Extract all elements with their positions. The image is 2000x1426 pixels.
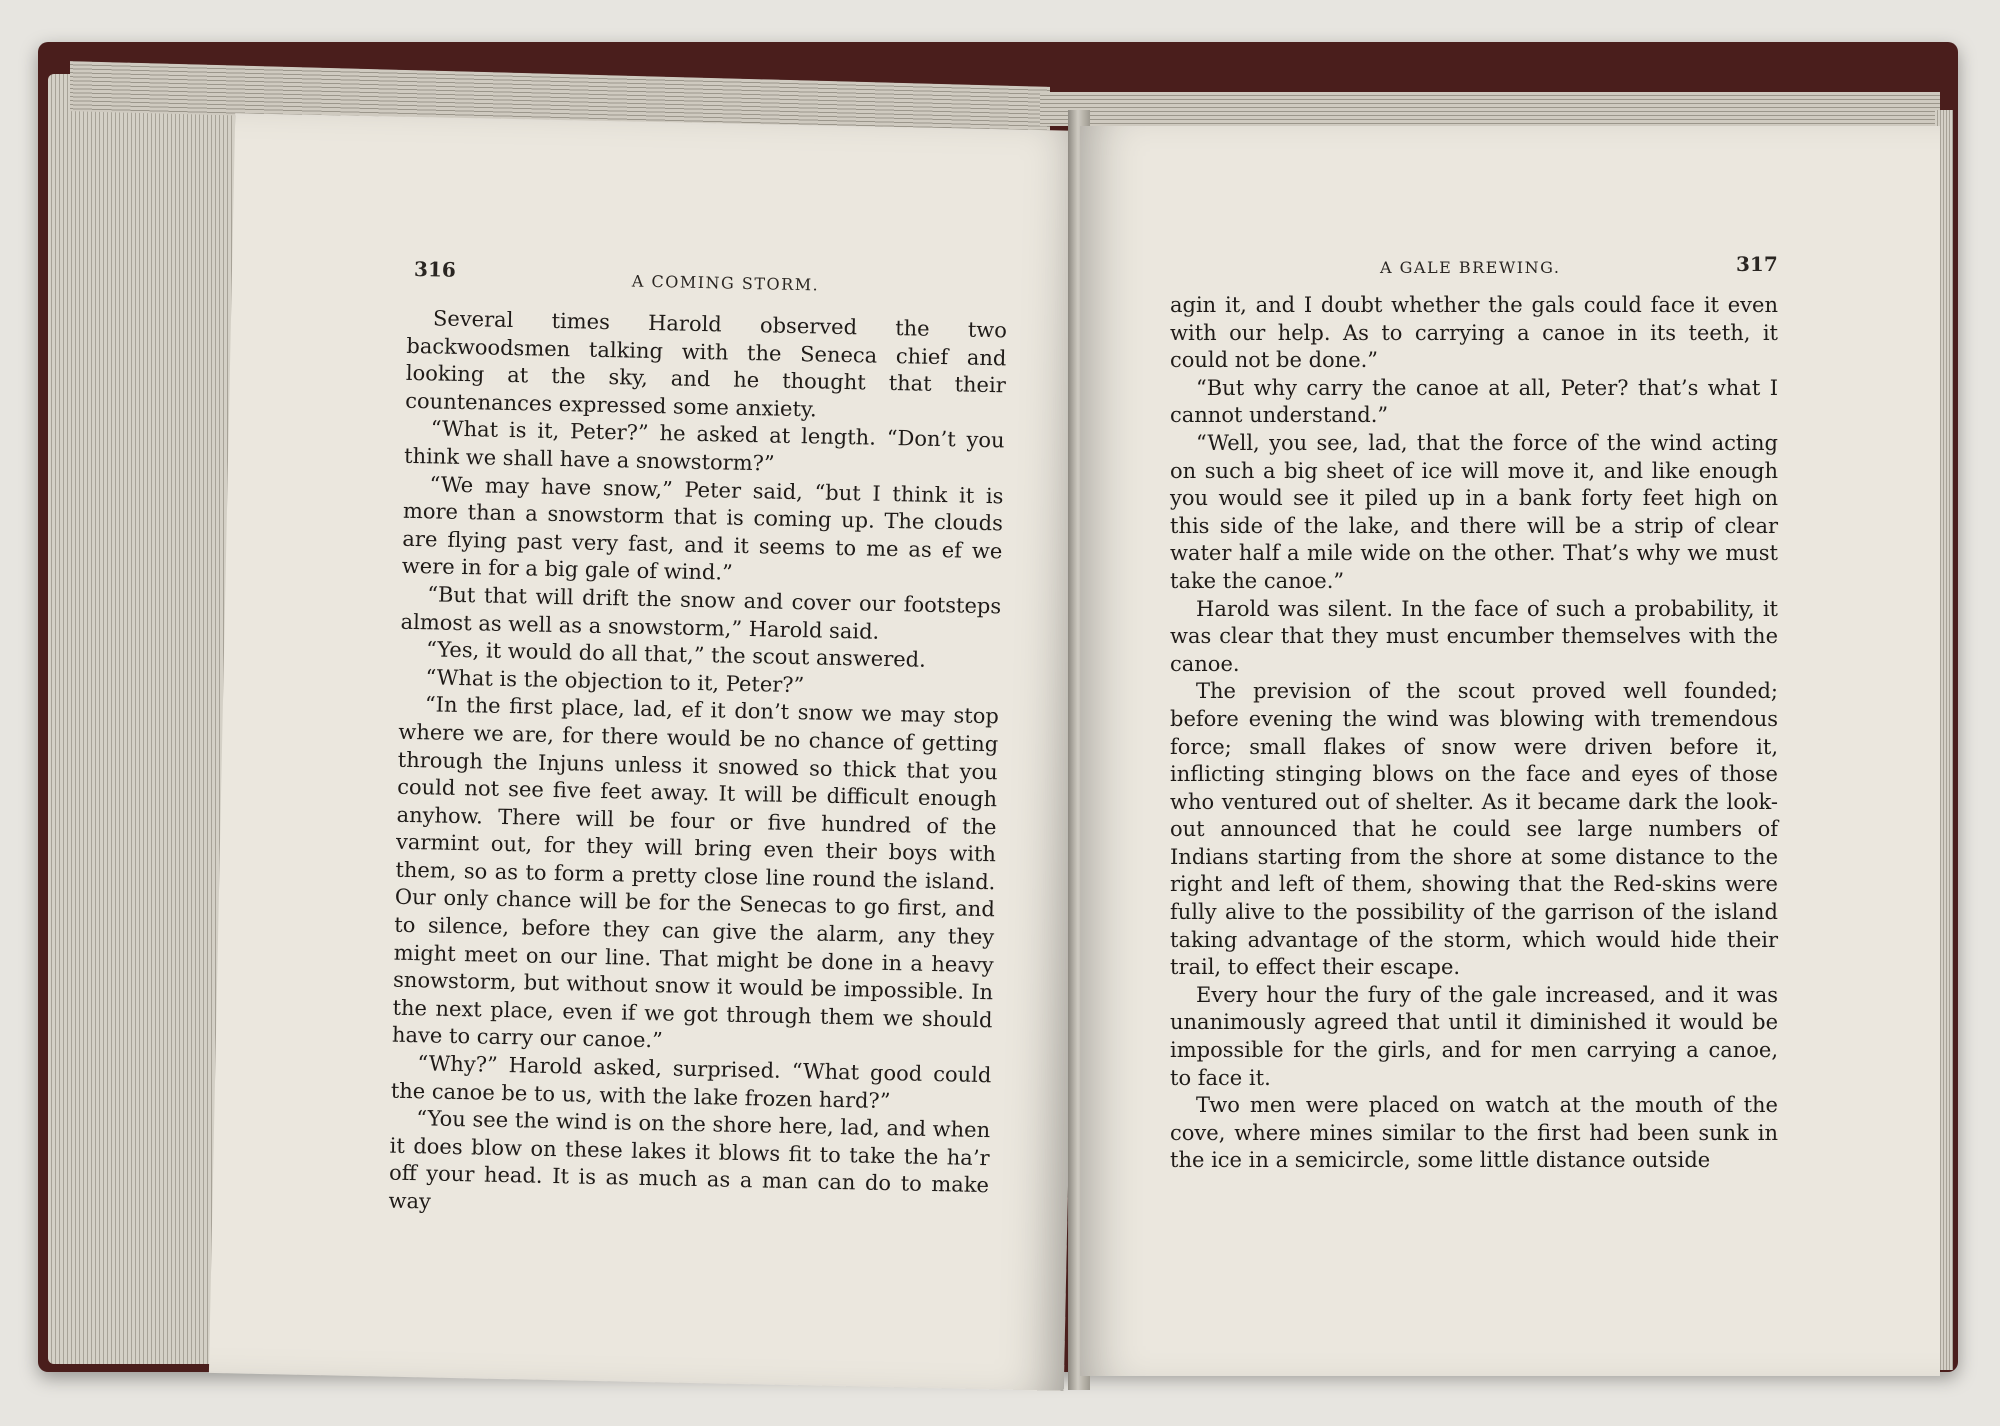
- running-head: A GALE BREWING.: [1380, 258, 1561, 277]
- paragraph: The prevision of the scout proved well founded; before evening the wind was blowing with tremendous force; small flakes of snow were driven before it, inflicting stinging blows on the face and eyes of those who ventured out of shelter. As it became dark the look-out announced that he could see large numbers of Indians starting from the shore at some distance to the right and left of them, showing that the Red-skins were fully alive to the possibility of the garrison of the island taking advantage of the storm, which would hide their trail, to effect their escape.: [1170, 679, 1778, 980]
- paragraph: “In the first place, lad, ef it don’t snow we may stop where we are, for there would be no chance of getting through the Injuns unless it snowed so thick that you could not see five feet away. It will be difficult enough anyhow. There will be four or five hundred of the varmint out, for they will bring even their boys with them, so as to form a pretty close line round the island. Our only chance will be for the Senecas to go first, and to silence, before they can give the alarm, any they might meet on our line. That might be done in a heavy snowstorm, but without snow it would be impossible. In the next place, even if we got through them we should have to carry our canoe.”: [391, 692, 1000, 1053]
- page-number: 317: [1736, 252, 1778, 276]
- body-text: [1170, 292, 1778, 1175]
- paragraph: Several times Harold observed the two backwoodsmen talking with the Seneca chief and looking at the sky, and he thought that their countenances expressed some anxiety.: [405, 306, 1008, 422]
- paragraph: “Well, you see, lad, that the force of the wind acting on such a big sheet of ice will move it, and like enough you would see it piled up in a bank forty feet high on this side of the lake, and there will be a strip of clear water half a mile wide on the other. That’s why we must take the canoe.”: [1170, 430, 1778, 593]
- paragraph: “What is it, Peter?” he asked at length. “Don’t you think we shall have a snowstorm?”: [403, 416, 1005, 476]
- left-page: [209, 113, 1090, 1391]
- paragraph: agin it, and I doubt whether the gals could face it even with our help. As to carrying a canoe in its teeth, it could not be done.”: [1170, 293, 1778, 373]
- paragraph: Two men were placed on watch at the mouth of the cove, where mines similar to the first had been sunk in the ice in a semicircle, some little distance outside: [1170, 1093, 1778, 1173]
- paragraph: Every hour the fury of the gale increased, and it was unanimously agreed that until it diminished it would be impossible for the girls, and for men carrying a canoe, to face it.: [1170, 982, 1778, 1090]
- paragraph: “But that will drift the snow and cover our footsteps almost as well as a snowstorm,” Harold said.: [400, 582, 1002, 644]
- paragraph: Harold was silent. In the face of such a probability, it was clear that they must encumber themselves with the canoe.: [1170, 596, 1778, 676]
- paragraph: “We may have snow,” Peter said, “but I think it is more than a snowstorm that is coming up. The clouds are flying past very fast, and it seems to me as ef we were in for a big gale of wind.”: [401, 471, 1004, 586]
- paragraph: “You see the wind is on the shore here, lad, and when it does blow on these lakes it blows fit to take the ha’r off your head. It is as much as a man can do to make way: [388, 1106, 991, 1214]
- paragraph: “Why?” Harold asked, surprised. “What good could the canoe be to us, with the lake frozen hard?”: [390, 1051, 992, 1113]
- paragraph: “But why carry the canoe at all, Peter? that’s what I cannot understand.”: [1170, 375, 1778, 428]
- paragraph: “What is the objection to it, Peter?”: [425, 665, 805, 697]
- paragraph: “Yes, it would do all that,” the scout answered.: [425, 637, 927, 672]
- page-number: 316: [413, 256, 457, 282]
- body-text: [388, 305, 1007, 1228]
- running-head: A COMING STORM.: [631, 271, 820, 295]
- right-page: [1080, 126, 1940, 1376]
- page-edges-top-right: [1040, 92, 1940, 126]
